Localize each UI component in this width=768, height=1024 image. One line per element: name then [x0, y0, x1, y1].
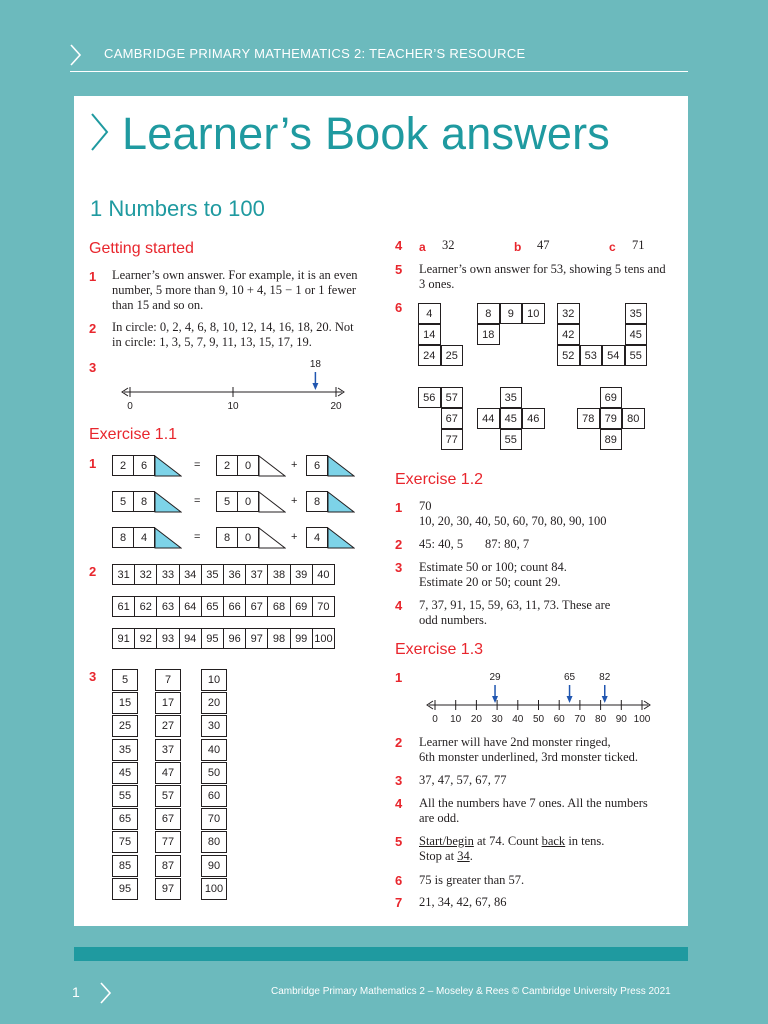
text-span: . [469, 849, 473, 863]
part-label: b [514, 240, 522, 254]
place-value-cards [112, 455, 362, 555]
answer-text: 37, 47, 57, 67, 77 [419, 773, 507, 787]
answer-text: odd numbers. [419, 613, 488, 627]
column-cell: 75 [112, 831, 138, 853]
equals-sign: = [194, 531, 201, 543]
number-cell: 78 [577, 408, 600, 429]
number-cell: 8 [477, 303, 500, 324]
ones-flap-icon [327, 491, 355, 513]
column-cell: 77 [155, 831, 181, 853]
answer-text: 6th monster underlined, 3rd monster ticked. [419, 750, 639, 764]
answer-value: 71 [632, 238, 645, 252]
number-cell: 77 [441, 429, 464, 450]
number-cell: 57 [441, 387, 464, 408]
column-cell: 40 [201, 739, 227, 761]
answer-text: Learner’s own answer for 53, showing 5 tens and 3 ones. [419, 262, 666, 291]
answer-text: 70 [419, 499, 432, 513]
strip-cell: 65 [201, 596, 224, 617]
tick-label: 40 [512, 714, 524, 725]
tick-label: 50 [532, 714, 545, 725]
strip-cell: 62 [134, 596, 157, 617]
question-number: 4 [395, 598, 403, 613]
marker-label: 18 [309, 359, 321, 370]
number-cell: 25 [441, 345, 464, 366]
ones-digit: 6 [133, 455, 155, 476]
column-cell: 7 [155, 669, 181, 691]
question-number: 2 [395, 735, 403, 750]
tick-label: 20 [330, 401, 342, 412]
zero-digit: 0 [237, 455, 259, 476]
arrow-down-icon [312, 383, 318, 390]
column-cell: 25 [112, 715, 138, 737]
column-cell: 37 [155, 739, 181, 761]
ones-flap-icon [154, 455, 182, 477]
number-cell: 4 [418, 303, 441, 324]
hundred-square-pieces [418, 303, 650, 449]
question-number: 1 [89, 269, 97, 284]
arrow-down-icon [567, 696, 573, 703]
column-cell: 95 [112, 878, 138, 900]
tens-digit: 5 [216, 491, 238, 512]
text-span: at 74. Count [473, 834, 542, 848]
number-cell: 44 [477, 408, 500, 429]
number-cell: 18 [477, 324, 500, 345]
zero-digit: 0 [237, 491, 259, 512]
number-line [110, 356, 360, 416]
column-cell: 87 [155, 855, 181, 877]
column-cell: 65 [112, 808, 138, 830]
strip-cell: 63 [156, 596, 179, 617]
arrow-down-icon [602, 696, 608, 703]
tens-card-icon [258, 455, 286, 477]
chevron-right-icon [100, 982, 112, 1004]
equals-sign: = [194, 495, 201, 507]
column-cell: 45 [112, 762, 138, 784]
header-title: CAMBRIDGE PRIMARY MATHEMATICS 2: TEACHER’S RESOURCE [104, 46, 526, 61]
question-number: 3 [89, 360, 97, 375]
answer-text: All the numbers have 7 ones. All the numbers [419, 796, 648, 810]
column-cell: 60 [201, 785, 227, 807]
tens-digit: 2 [216, 455, 238, 476]
section-heading-exercise-1-3: Exercise 1.3 [395, 641, 484, 658]
strip-cell: 64 [179, 596, 202, 617]
column-cell: 27 [155, 715, 181, 737]
answer-value: 32 [442, 238, 455, 252]
header-divider [70, 71, 688, 72]
column-cell: 90 [201, 855, 227, 877]
tick-label: 0 [432, 714, 438, 725]
answer-value: 47 [537, 238, 550, 252]
strip-cell: 97 [245, 628, 268, 649]
question-number: 5 [395, 262, 403, 277]
strip-cell: 34 [179, 564, 202, 585]
strip-cell: 92 [134, 628, 157, 649]
number-cell: 55 [500, 429, 523, 450]
page-number: 1 [72, 984, 80, 1000]
underlined-word: back [541, 834, 566, 848]
strip-cell: 95 [201, 628, 224, 649]
column-cell: 5 [112, 669, 138, 691]
question-number: 3 [395, 773, 403, 788]
strip-cell: 68 [267, 596, 290, 617]
column-cell: 15 [112, 692, 138, 714]
strip-cell: 69 [290, 596, 313, 617]
number-cell: 9 [500, 303, 523, 324]
tick-label: 0 [127, 401, 133, 412]
tens-card-icon [258, 527, 286, 549]
number-cell: 54 [602, 345, 625, 366]
tens-card-icon [258, 491, 286, 513]
strip-cell: 96 [223, 628, 246, 649]
ones-digit: 6 [306, 455, 328, 476]
marker-label: 65 [563, 672, 576, 683]
answer-text: 7, 37, 91, 15, 59, 63, 11, 73. These are [419, 598, 611, 612]
number-cell: 42 [557, 324, 580, 345]
page-title: Learner’s Book answers [122, 108, 610, 159]
number-cell: 14 [418, 324, 441, 345]
number-cell: 53 [580, 345, 603, 366]
column-cell: 57 [155, 785, 181, 807]
column-cell: 50 [201, 762, 227, 784]
answer-text: In circle: 0, 2, 4, 6, 8, 10, 12, 14, 16, 18, 20. Not in circle: 1, 3, 5, 7, 9, 11, 13, 15, 17, 19. [112, 320, 354, 349]
question-number: 1 [395, 500, 403, 515]
ones-flap-icon [327, 527, 355, 549]
column-cell: 35 [112, 739, 138, 761]
tick-label: 100 [633, 714, 651, 725]
column-cell: 70 [201, 808, 227, 830]
section-heading-exercise-1-1: Exercise 1.1 [89, 426, 178, 443]
ones-digit: 8 [306, 491, 328, 512]
number-cell: 79 [600, 408, 623, 429]
ones-digit: 4 [306, 527, 328, 548]
question-number: 5 [395, 834, 403, 849]
number-cell: 10 [522, 303, 545, 324]
strip-cell: 33 [156, 564, 179, 585]
marker-label: 82 [599, 672, 611, 683]
strip-cell: 93 [156, 628, 179, 649]
column-cell: 47 [155, 762, 181, 784]
strip-cell: 61 [112, 596, 135, 617]
number-line [415, 664, 670, 728]
text-span: in tens. [565, 834, 605, 848]
plus-sign: + [291, 459, 298, 471]
tens-digit: 8 [216, 527, 238, 548]
number-line-svg [110, 356, 360, 416]
number-cell: 45 [625, 324, 648, 345]
column-cell: 17 [155, 692, 181, 714]
question-number: 6 [395, 300, 403, 315]
number-cell: 80 [622, 408, 645, 429]
number-cell: 32 [557, 303, 580, 324]
strip-cell: 36 [223, 564, 246, 585]
number-cell: 55 [625, 345, 648, 366]
plus-sign: + [291, 495, 298, 507]
strip-cell: 91 [112, 628, 135, 649]
question-number: 6 [395, 873, 403, 888]
chevron-right-icon [70, 44, 82, 66]
ones-flap-icon [154, 527, 182, 549]
underlined-word: 34 [457, 849, 470, 863]
strip-cell: 38 [267, 564, 290, 585]
ones-digit: 4 [133, 527, 155, 548]
marker-label: 29 [489, 672, 501, 683]
column-cell: 67 [155, 808, 181, 830]
zero-digit: 0 [237, 527, 259, 548]
number-cell: 69 [600, 387, 623, 408]
number-columns [112, 669, 242, 904]
ones-flap-icon [154, 491, 182, 513]
question-number: 2 [89, 321, 97, 336]
column-cell: 20 [201, 692, 227, 714]
footer-copyright: Cambridge Primary Mathematics 2 – Moseley & Rees © Cambridge University Press 2021 [271, 986, 671, 997]
column-cell: 97 [155, 878, 181, 900]
tick-label: 10 [227, 401, 239, 412]
answer-text: Estimate 20 or 50; count 29. [419, 575, 561, 589]
strip-cell: 98 [267, 628, 290, 649]
answer-text: Learner will have 2nd monster ringed, [419, 735, 611, 749]
section-heading-exercise-1-2: Exercise 1.2 [395, 471, 484, 488]
strip-cell: 40 [312, 564, 335, 585]
column-cell: 85 [112, 855, 138, 877]
chevron-right-icon [90, 112, 110, 152]
number-cell: 35 [500, 387, 523, 408]
part-label: c [609, 240, 616, 254]
strip-cell: 70 [312, 596, 335, 617]
plus-sign: + [291, 531, 298, 543]
equals-sign: = [194, 459, 201, 471]
question-number: 4 [395, 238, 403, 253]
strip-cell: 67 [245, 596, 268, 617]
answer-text: Learner’s own answer. For example, it is an even number, 5 more than 9, 10 + 4, 15 − 1 or 1 fewer than 15 and so on. [112, 268, 358, 312]
answer-text: are odd. [419, 811, 460, 825]
ones-flap-icon [327, 455, 355, 477]
strip-cell: 99 [290, 628, 313, 649]
strip-cell: 100 [312, 628, 335, 649]
number-line-svg [415, 664, 670, 728]
underlined-word: Start/begin [419, 834, 474, 848]
answer-text: 10, 20, 30, 40, 50, 60, 70, 80, 90, 100 [419, 514, 607, 528]
tick-label: 20 [470, 714, 482, 725]
tick-label: 90 [615, 714, 627, 725]
number-cell: 89 [600, 429, 623, 450]
number-cell: 67 [441, 408, 464, 429]
tick-label: 70 [574, 714, 586, 725]
answer-text [419, 834, 604, 849]
tick-label: 10 [450, 714, 462, 725]
column-cell: 55 [112, 785, 138, 807]
strip-cell: 66 [223, 596, 246, 617]
tick-label: 60 [553, 714, 565, 725]
answer-text [419, 849, 473, 864]
tens-digit: 2 [112, 455, 134, 476]
answer-text: 75 is greater than 57. [419, 873, 525, 887]
strip-cell: 32 [134, 564, 157, 585]
strip-cell: 35 [201, 564, 224, 585]
column-cell: 30 [201, 715, 227, 737]
number-cell: 46 [522, 408, 545, 429]
number-cell: 24 [418, 345, 441, 366]
question-number: 3 [89, 669, 97, 684]
tens-digit: 8 [112, 527, 134, 548]
answer-text: 45: 40, 5 87: 80, 7 [419, 537, 530, 551]
question-number: 2 [395, 537, 403, 552]
tens-digit: 5 [112, 491, 134, 512]
strip-cell: 39 [290, 564, 313, 585]
question-number: 4 [395, 796, 403, 811]
strip-cell: 94 [179, 628, 202, 649]
tick-label: 30 [491, 714, 503, 725]
question-number: 1 [395, 670, 403, 685]
number-cell: 56 [418, 387, 441, 408]
number-strips [112, 564, 362, 659]
chapter-title: 1 Numbers to 100 [90, 196, 265, 221]
tick-label: 80 [595, 714, 607, 725]
strip-cell: 31 [112, 564, 135, 585]
column-cell: 100 [201, 878, 227, 900]
answer-text: Estimate 50 or 100; count 84. [419, 560, 567, 574]
question-number: 2 [89, 564, 97, 579]
part-label: a [419, 240, 426, 254]
question-number: 3 [395, 560, 403, 575]
column-cell: 80 [201, 831, 227, 853]
text-span: Stop at [419, 849, 458, 863]
question-number: 1 [89, 456, 97, 471]
section-heading-getting-started: Getting started [89, 240, 194, 257]
column-cell: 10 [201, 669, 227, 691]
answer-text: 21, 34, 42, 67, 86 [419, 895, 507, 909]
strip-cell: 37 [245, 564, 268, 585]
number-cell: 52 [557, 345, 580, 366]
question-number: 7 [395, 895, 403, 910]
footer-band [74, 947, 688, 961]
number-cell: 45 [500, 408, 523, 429]
number-cell: 35 [625, 303, 648, 324]
ones-digit: 8 [133, 491, 155, 512]
